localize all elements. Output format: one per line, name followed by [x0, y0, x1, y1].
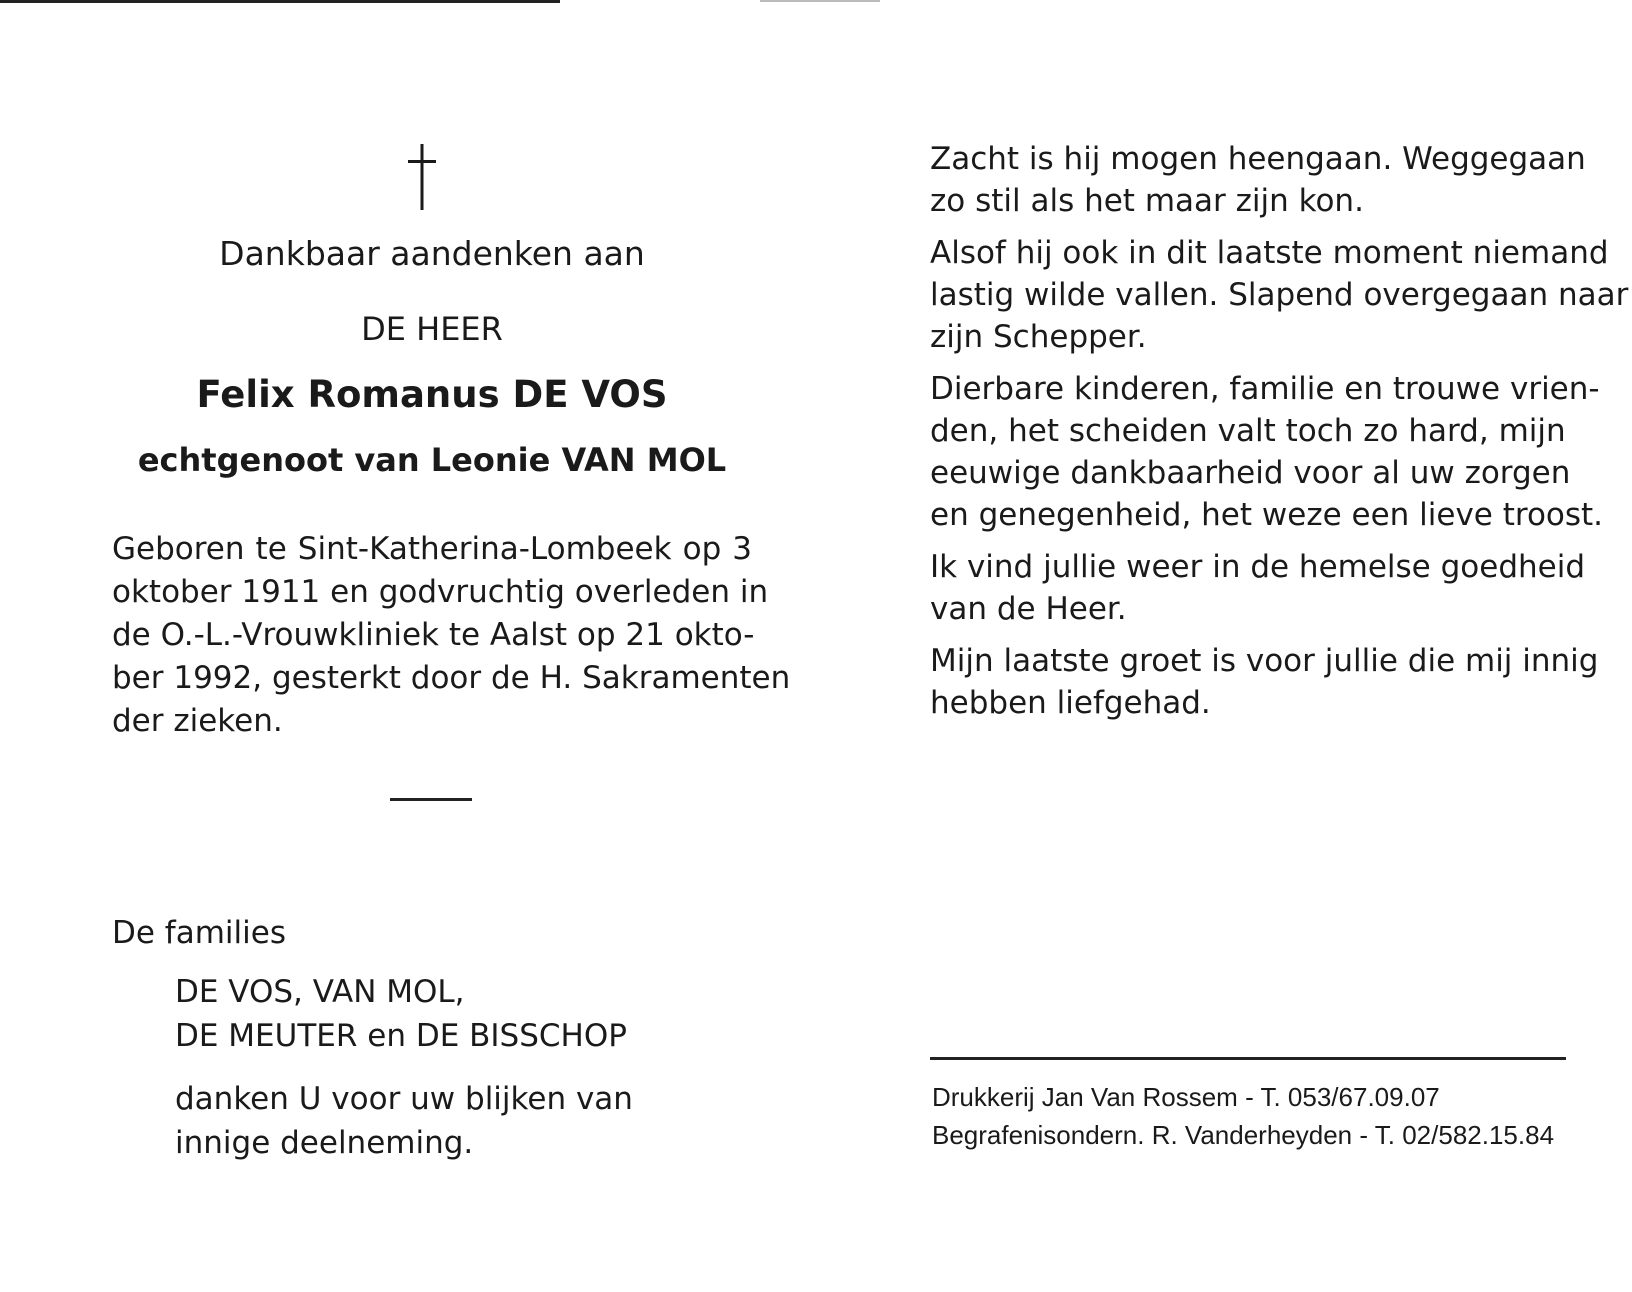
poem-paragraph	[930, 640, 1599, 724]
scan-edge-line	[0, 0, 560, 3]
poem	[930, 138, 1629, 734]
family-names-line: DE MEUTER en DE BISSCHOP	[175, 1018, 627, 1054]
printer-line: Drukkerij Jan Van Rossem - T. 053/67.09.07	[932, 1082, 1440, 1112]
section-divider	[390, 798, 472, 801]
family-names-line: DE VOS, VAN MOL,	[175, 974, 465, 1010]
poem-paragraph	[930, 368, 1604, 536]
poem-line: Zacht is hij mogen heengaan. Weggegaan	[930, 141, 1586, 177]
cross-icon	[402, 142, 442, 212]
poem-paragraph	[930, 232, 1629, 358]
birth-line: ber 1992, gesterkt door de H. Sakramenten	[112, 660, 791, 696]
birth-line: de O.-L.-Vrouwkliniek te Aalst op 21 okto-	[112, 617, 755, 653]
poem-line: Ik vind jullie weer in de hemelse goedheid	[930, 549, 1586, 585]
spouse-line: echtgenoot van Leonie VAN MOL	[137, 441, 727, 479]
thanks-text	[175, 1077, 633, 1165]
deceased-name: Felix Romanus DE VOS	[196, 373, 668, 416]
poem-line: Dierbare kinderen, familie en trouwe vrien-	[930, 371, 1600, 407]
intro-text: Dankbaar aandenken aan	[219, 234, 645, 273]
poem-line: eeuwige dankbaarheid voor al uw zorgen	[930, 455, 1571, 491]
families-label: De families	[112, 915, 286, 951]
birth-death-paragraph	[112, 528, 791, 743]
poem-paragraph	[930, 546, 1586, 630]
poem-line: hebben liefgehad.	[930, 685, 1211, 721]
poem-line: zo stil als het maar zijn kon.	[930, 183, 1364, 219]
thanks-line: innige deelneming.	[175, 1125, 474, 1161]
birth-line: oktober 1911 en godvruchtig overleden in	[112, 574, 769, 610]
poem-line: en genegenheid, het weze een lieve troost.	[930, 497, 1604, 533]
poem-line: den, het scheiden valt toch zo hard, mijn	[930, 413, 1566, 449]
poem-line: van de Heer.	[930, 591, 1127, 627]
poem-line: lastig wilde vallen. Slapend overgegaan naar	[930, 277, 1629, 313]
scan-edge-line-light	[760, 0, 880, 2]
poem-paragraph	[930, 138, 1586, 222]
printer-divider	[930, 1057, 1566, 1060]
birth-line: der zieken.	[112, 703, 283, 739]
honorific-title: DE HEER	[361, 310, 503, 348]
printer-credits	[932, 1078, 1562, 1154]
birth-line: Geboren te Sint-Katherina-Lombeek op 3	[112, 531, 752, 567]
funeral-director-line: Begrafenisondern. R. Vanderheyden - T. 02/582.15.84	[932, 1120, 1555, 1150]
poem-line: Mijn laatste groet is voor jullie die mij innig	[930, 643, 1599, 679]
poem-line: Alsof hij ook in dit laatste moment niemand	[930, 235, 1609, 271]
poem-line: zijn Schepper.	[930, 319, 1147, 355]
thanks-line: danken U voor uw blijken van	[175, 1081, 633, 1117]
family-names	[175, 970, 627, 1058]
